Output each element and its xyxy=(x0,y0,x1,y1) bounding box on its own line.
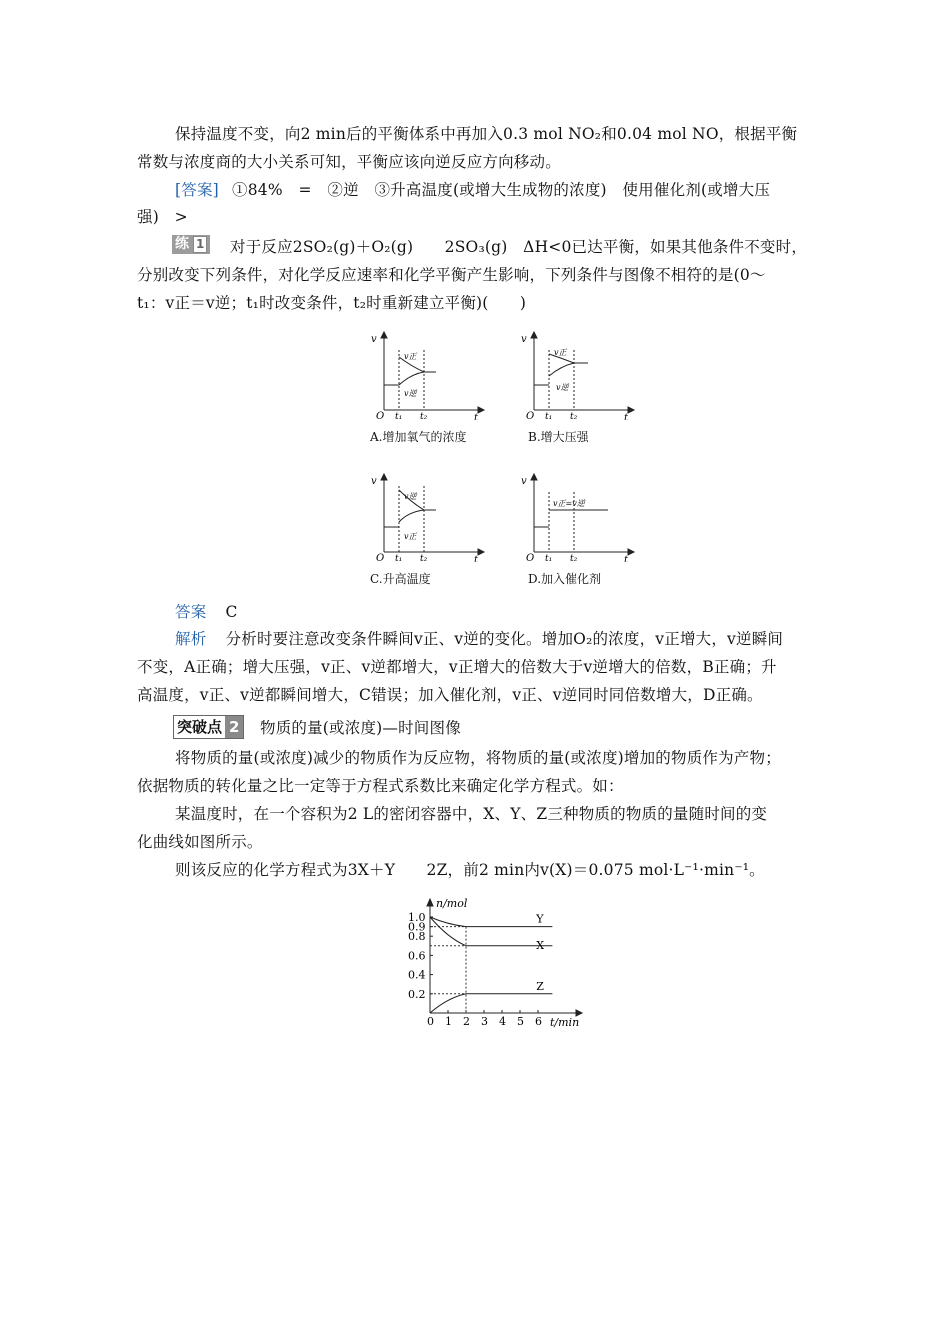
series-x-label: X xyxy=(536,938,545,952)
section-badge-text: 突破点 xyxy=(174,716,225,738)
lower-curve-label: v正 xyxy=(404,532,417,541)
y-tick-label: 0.8 xyxy=(408,930,426,944)
t2-label: t₂ xyxy=(570,554,578,562)
body2-line1: 将物质的量(或浓度)减少的物质作为反应物，将物质的量(或浓度)增加的物质作为产物； xyxy=(175,749,781,767)
analysis-line3: 高温度，v正、v逆都瞬间增大，C错误；加入催化剂，v正、v逆同时同倍数增大，D正确。 xyxy=(137,686,763,704)
axis-x-label: t xyxy=(474,555,479,562)
x-tick-label: 1 xyxy=(445,1015,452,1028)
graph-d xyxy=(516,472,636,562)
axis-y-label: v xyxy=(371,476,377,487)
t1-label: t₁ xyxy=(395,554,403,562)
answer2-label: 答案 xyxy=(175,603,207,621)
upper-curve-label: v正 xyxy=(404,352,417,361)
graph-a-caption: A.增加氧气的浓度 xyxy=(370,430,467,444)
answer1-text: ①84% = ②逆 ③升高温度(或增大生成物的浓度) 使用催化剂(或增大压 xyxy=(232,181,771,199)
t1-label: t₁ xyxy=(545,554,553,562)
series-x-line xyxy=(430,917,552,946)
t2-label: t₂ xyxy=(570,412,578,420)
axis-x-label: t xyxy=(474,413,479,420)
x-axis-label: t/min xyxy=(550,1016,580,1029)
upper-curve-label: v逆 xyxy=(404,492,417,501)
x-tick-label: 5 xyxy=(517,1015,524,1028)
graph-c-caption: C.升高温度 xyxy=(370,572,431,586)
graph-d-caption: D.加入催化剂 xyxy=(528,572,602,586)
lower-curve-label: v逆 xyxy=(404,389,417,398)
t1-label: t₁ xyxy=(545,412,553,420)
axis-x-label: t xyxy=(624,555,629,562)
answer2-value: C xyxy=(225,603,238,621)
origin-label: O xyxy=(376,411,385,420)
axis-y-label: v xyxy=(521,476,527,487)
graph-b xyxy=(516,330,636,420)
origin-label: O xyxy=(526,411,535,420)
exercise-badge-num: 1 xyxy=(193,236,207,253)
origin-label: O xyxy=(376,553,385,562)
analysis-line2: 不变，A正确；增大压强，v正、v逆都增大，v正增大的倍数大于v逆增大的倍数，B正确；升 xyxy=(137,658,777,676)
body2-line3: 某温度时，在一个容积为2 L的密闭容器中，X、Y、Z三种物质的物质的量随时间的变 xyxy=(175,805,768,823)
exercise-line3: t₁：v正＝v逆；t₁时改变条件，t₂时重新建立平衡)( ) xyxy=(137,294,527,312)
body2-line2: 依据物质的转化量之比一定等于方程式系数比来确定化学方程式。如： xyxy=(137,777,624,795)
y-tick-label: 1.0 xyxy=(408,911,426,924)
t2-label: t₂ xyxy=(420,554,428,562)
origin-label: O xyxy=(526,553,535,562)
analysis-text: 分析时要注意改变条件瞬间v正、v逆的变化。增加O₂的浓度，v正增大，v逆瞬间 xyxy=(225,630,784,648)
y-tick-label: 0.2 xyxy=(408,987,426,1001)
x-tick-label: 0 xyxy=(427,1015,434,1028)
paragraph1-line1: 保持温度不变，向2 min后的平衡体系中再加入0.3 mol NO₂和0.04 mol NO，根据平衡 xyxy=(175,125,798,143)
section-badge-num: 2 xyxy=(225,716,243,738)
answer-tag: [答案] xyxy=(175,181,219,199)
y-axis-label: n/mol xyxy=(436,897,468,910)
upper-curve-label: v正 xyxy=(554,348,567,357)
series-y-line xyxy=(430,917,552,927)
graph-b-caption: B.增大压强 xyxy=(528,430,589,444)
answer1-line2: 强) > xyxy=(137,208,188,226)
x-tick-label: 6 xyxy=(535,1015,542,1028)
exercise-line2: 分别改变下列条件，对化学反应速率和化学平衡产生影响，下列条件与图像不相符的是(0～ xyxy=(137,266,766,284)
y-tick-label: 0.6 xyxy=(408,949,426,963)
x-tick-label: 2 xyxy=(463,1015,470,1028)
axis-x-label: t xyxy=(624,413,629,420)
section-badge xyxy=(173,715,244,739)
analysis-label: 解析 xyxy=(175,630,207,648)
paragraph1-line2: 常数与浓度商的大小关系可知，平衡应该向逆反应方向移动。 xyxy=(137,153,561,171)
exercise-line1: 对于反应2SO₂(g)＋O₂(g) 2SO₃(g) ΔH<0已达平衡，如果其他条件不变时， xyxy=(230,238,808,256)
graph-c xyxy=(366,472,486,562)
body2-line4: 化曲线如图所示。 xyxy=(137,833,263,851)
y-tick-label: 0.4 xyxy=(408,968,426,982)
section-title: 物质的量(或浓度)—时间图像 xyxy=(260,719,461,737)
axis-y-label: v xyxy=(521,334,527,345)
graph-a xyxy=(366,330,486,420)
answer1-line1 xyxy=(175,179,770,201)
t2-label: t₂ xyxy=(420,412,428,420)
x-tick-label: 3 xyxy=(481,1015,488,1028)
series-z-label: Z xyxy=(536,979,544,993)
y-tick-label: 0.9 xyxy=(408,920,426,934)
amount-time-chart xyxy=(398,896,588,1032)
equal-rate-label: v正=v逆 xyxy=(553,499,585,508)
axis-y-label: v xyxy=(371,334,377,345)
t1-label: t₁ xyxy=(395,412,403,420)
y-axis-arrow xyxy=(427,899,433,906)
exercise-badge-text: 练 xyxy=(172,235,192,254)
exercise-badge xyxy=(172,235,210,254)
answer2-line xyxy=(175,601,238,623)
x-tick-label: 4 xyxy=(499,1015,506,1028)
series-y-label: Y xyxy=(536,912,544,926)
analysis-line1 xyxy=(175,628,783,650)
body2-line5: 则该反应的化学方程式为3X＋Y 2Z，前2 min内v(X)＝0.075 mol·L⁻¹·min⁻¹。 xyxy=(175,861,765,879)
lower-curve-label: v逆 xyxy=(556,383,569,392)
